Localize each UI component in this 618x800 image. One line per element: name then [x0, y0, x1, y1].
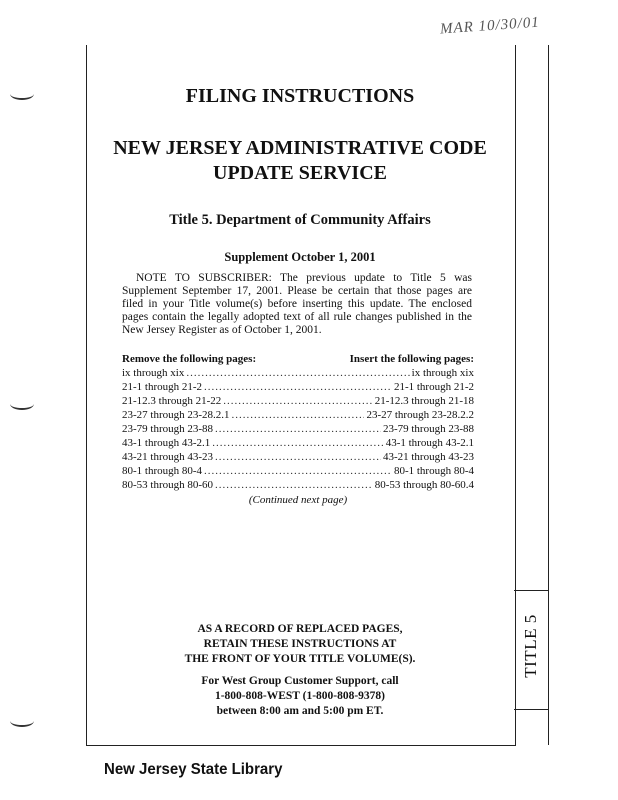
- subscriber-note: NOTE TO SUBSCRIBER: The previous update to Title 5 was Supplement September 17, 2001. Please be certain that those pages are filed in your Title volume(s) before inserting this update. The enclosed pages contain the legally adopted text of all rule changes published in the New Jersey Register as of October 1, 2001.: [122, 272, 472, 336]
- remove-page-range: 21-12.3 through 21-22: [122, 395, 222, 407]
- code-title-line: NEW JERSEY ADMINISTRATIVE CODE: [113, 137, 487, 159]
- dot-leader: [204, 464, 392, 478]
- punch-hole-mark: [10, 398, 34, 410]
- continued-note: (Continued next page): [248, 494, 348, 506]
- insert-page-range: 80-1 through 80-4: [393, 465, 474, 477]
- remove-page-range: ix through xix: [122, 367, 185, 379]
- record-line: AS A RECORD OF REPLACED PAGES,: [197, 623, 403, 635]
- remove-page-range: 80-53 through 80-60: [122, 479, 214, 491]
- dot-leader: [204, 380, 392, 394]
- department-title: Title 5. Department of Community Affairs: [169, 212, 431, 228]
- dot-leader: [215, 478, 373, 492]
- handwritten-date-note: MAR 10/30/01: [439, 14, 541, 38]
- record-line: RETAIN THESE INSTRUCTIONS AT: [203, 638, 397, 650]
- support-hours: between 8:00 am and 5:00 pm ET.: [216, 705, 384, 717]
- pages-table-row: [122, 422, 474, 436]
- insert-page-range: 21-1 through 21-2: [393, 381, 474, 393]
- pages-table-row: [122, 366, 474, 380]
- dot-leader: [186, 366, 409, 380]
- title-tab-label: TITLE 5: [521, 614, 540, 678]
- pages-table-header: [122, 352, 474, 366]
- record-instructions: [86, 622, 514, 667]
- customer-support-info: [86, 674, 514, 719]
- remove-page-range: 43-21 through 43-23: [122, 451, 214, 463]
- remove-page-range: 80-1 through 80-4: [122, 465, 203, 477]
- dot-leader: [215, 450, 381, 464]
- insert-page-range: ix through xix: [411, 367, 474, 379]
- code-title: [86, 136, 514, 186]
- pages-table-row: [122, 380, 474, 394]
- insert-page-range: 23-27 through 23-28.2.2: [366, 409, 474, 421]
- pages-table-row: [122, 394, 474, 408]
- support-line: For West Group Customer Support, call: [201, 675, 399, 687]
- punch-hole-mark: [10, 715, 34, 727]
- pages-table-row: [122, 478, 474, 492]
- insert-pages-header: Insert the following pages:: [349, 353, 474, 365]
- dot-leader: [232, 408, 365, 422]
- code-title-line: UPDATE SERVICE: [213, 162, 387, 184]
- pages-table: [122, 352, 474, 507]
- pages-table-row: [122, 408, 474, 422]
- library-stamp: New Jersey State Library: [104, 760, 283, 779]
- dot-leader: [215, 422, 381, 436]
- insert-page-range: 43-21 through 43-23: [382, 451, 474, 463]
- page-title: FILING INSTRUCTIONS: [185, 85, 415, 107]
- pages-table-row: [122, 436, 474, 450]
- remove-page-range: 43-1 through 43-2.1: [122, 437, 211, 449]
- insert-page-range: 80-53 through 80-60.4: [374, 479, 474, 491]
- support-phone: 1-800-808-WEST (1-800-808-9378): [214, 690, 386, 702]
- insert-page-range: 43-1 through 43-2.1: [385, 437, 474, 449]
- punch-hole-mark: [10, 88, 34, 100]
- record-line: THE FRONT OF YOUR TITLE VOLUME(S).: [184, 653, 416, 665]
- dot-leader: [223, 394, 372, 408]
- insert-page-range: 23-79 through 23-88: [382, 423, 474, 435]
- remove-page-range: 23-79 through 23-88: [122, 423, 214, 435]
- supplement-date: Supplement October 1, 2001: [224, 250, 376, 264]
- pages-table-row: [122, 450, 474, 464]
- remove-page-range: 21-1 through 21-2: [122, 381, 203, 393]
- pages-table-row: [122, 464, 474, 478]
- dot-leader: [212, 436, 383, 450]
- remove-page-range: 23-27 through 23-28.2.1: [122, 409, 230, 421]
- remove-pages-header: Remove the following pages:: [122, 353, 257, 365]
- insert-page-range: 21-12.3 through 21-18: [374, 395, 474, 407]
